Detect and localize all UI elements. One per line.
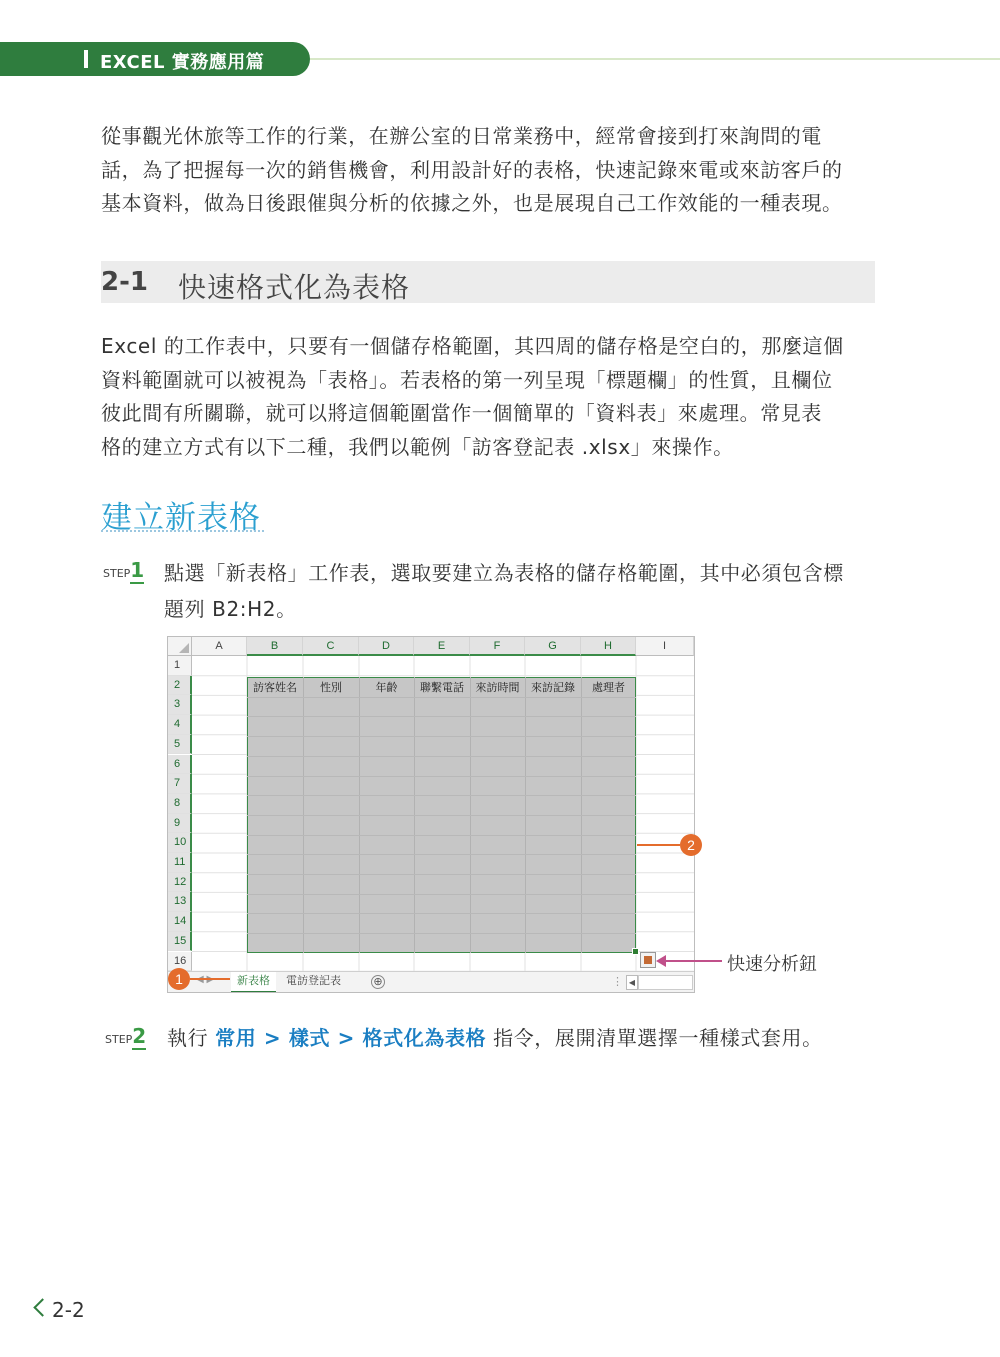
column-header-e[interactable]: E [414, 637, 470, 656]
step2-post: 指令，展開清單選擇一種樣式套用。 [486, 1026, 823, 1050]
row-header-15[interactable]: 15 [168, 932, 192, 952]
step1-line: 點選「新表格」工作表，選取要建立為表格的儲存格範圍，其中必須包含標 [164, 561, 844, 585]
chapter-header [0, 42, 310, 76]
table-header-cell[interactable]: 來訪時間 [475, 682, 520, 694]
section-title: 快速格式化為表格 [178, 271, 411, 304]
row-header-1[interactable]: 1 [168, 656, 192, 676]
row-header-6[interactable]: 6 [168, 755, 192, 775]
section-heading [101, 261, 875, 303]
header-rule [310, 58, 1000, 60]
intro-line: 從事觀光休旅等工作的行業，在辦公室的日常業務中，經常會接到打來詢問的電 [101, 124, 822, 148]
row-header-4[interactable]: 4 [168, 715, 192, 735]
callout-2-badge: 2 [680, 834, 702, 856]
selection-row-divider [247, 795, 636, 796]
row-header-12[interactable]: 12 [168, 873, 192, 893]
row-header-11[interactable]: 11 [168, 853, 192, 873]
step2-pre: 執行 [167, 1026, 216, 1050]
callout-qa-line [664, 960, 722, 962]
sheet-tab-bar [168, 971, 694, 993]
selection-row-divider [247, 756, 636, 757]
callout-1-line [190, 978, 230, 980]
select-all-corner[interactable] [168, 637, 192, 656]
chapter-title: EXCEL 實務應用篇 [100, 52, 265, 73]
column-header-c[interactable]: C [303, 637, 359, 656]
row-header-3[interactable]: 3 [168, 695, 192, 715]
scroll-left-icon[interactable]: ◀ [626, 975, 638, 990]
column-header-b[interactable]: B [247, 637, 303, 656]
section-line: 彼此間有所關聯，就可以將這個範圍當作一個簡單的「資料表」來處理。常見表 [101, 401, 822, 425]
step1-text [164, 555, 884, 627]
column-header-a[interactable]: A [192, 637, 247, 656]
table-header-cell[interactable]: 聯繫電話 [420, 682, 464, 694]
step2-number: 2 [132, 1024, 147, 1048]
callout-1-badge: 1 [168, 968, 190, 990]
header-divider [84, 50, 88, 68]
column-header-h[interactable]: H [581, 637, 636, 656]
step2-text [167, 1020, 887, 1056]
column-header-d[interactable]: D [359, 637, 414, 656]
selection-row-divider [247, 874, 636, 875]
row-header-8[interactable]: 8 [168, 794, 192, 814]
quick-analysis-icon[interactable] [640, 952, 656, 968]
table-header-cell[interactable]: 年齡 [375, 682, 398, 694]
column-header-g[interactable]: G [525, 637, 581, 656]
column-header-f[interactable]: F [470, 637, 525, 656]
selection-row-divider [247, 815, 636, 816]
tab-phone-log[interactable]: 電訪登記表 [286, 975, 341, 987]
selection-row-divider [247, 716, 636, 717]
subheading: 建立新表格 [101, 500, 261, 536]
page-number: 2-2 [52, 1298, 85, 1322]
section-paragraph [101, 330, 881, 464]
step1-number: 1 [130, 558, 145, 582]
row-header-10[interactable]: 10 [168, 833, 192, 853]
step1-line: 題列 B2:H2。 [164, 597, 297, 621]
step1-label [103, 558, 144, 582]
row-header-16[interactable]: 16 [168, 952, 192, 972]
quick-analysis-label: 快速分析鈕 [727, 954, 817, 975]
scroll-split-icon[interactable]: ⋮ [612, 976, 623, 988]
row-header-13[interactable]: 13 [168, 892, 192, 912]
excel-sheet [167, 636, 695, 993]
row-header-7[interactable]: 7 [168, 774, 192, 794]
section-line: Excel 的工作表中，只要有一個儲存格範圍，其四周的儲存格是空白的，那麼這個 [101, 334, 844, 358]
table-header-cell[interactable]: 來訪記錄 [531, 682, 575, 694]
row-header-14[interactable]: 14 [168, 912, 192, 932]
add-sheet-icon[interactable]: ⊕ [371, 975, 385, 989]
row-header-9[interactable]: 9 [168, 814, 192, 834]
step2-label [105, 1024, 146, 1048]
table-header-cell[interactable]: 性別 [320, 682, 342, 694]
fill-handle[interactable] [632, 948, 639, 955]
selection-row-divider [247, 835, 636, 836]
intro-line: 話，為了把握每一次的銷售機會，利用設計好的表格，快速記錄來電或來訪客戶的 [101, 157, 843, 182]
table-header-cell[interactable]: 處理者 [592, 682, 625, 694]
subheading-underline [101, 530, 264, 532]
intro-paragraph [101, 120, 881, 221]
row-header-2[interactable]: 2 [168, 676, 192, 696]
tab-new-table[interactable]: 新表格 [231, 972, 276, 993]
selection-row-divider [247, 933, 636, 934]
step2-word: STEP [105, 1033, 133, 1046]
section-line: 格的建立方式有以下二種，我們以範例「訪客登記表 .xlsx」來操作。 [101, 434, 734, 459]
callout-2-line [637, 844, 680, 846]
step2-command: 常用 > 樣式 > 格式化為表格 [215, 1026, 487, 1050]
column-header-i[interactable]: I [636, 637, 694, 656]
table-header-cell[interactable]: 訪客姓名 [253, 682, 297, 694]
step1-word: STEP [103, 567, 131, 580]
horizontal-scrollbar[interactable] [638, 975, 693, 990]
selection-row-divider [247, 776, 636, 777]
section-line: 資料範圍就可以被視為「表格」。若表格的第一列呈現「標題欄」的性質，且欄位 [101, 367, 833, 392]
row-header-5[interactable]: 5 [168, 735, 192, 755]
selection-row-divider [247, 894, 636, 895]
page-chevron-icon [33, 1298, 51, 1316]
selection-row-divider [247, 697, 636, 698]
select-all-icon [179, 643, 189, 653]
section-number: 2-1 [101, 267, 148, 297]
selection-row-divider [247, 854, 636, 855]
selection-row-divider [247, 913, 636, 914]
intro-line: 基本資料，做為日後跟催與分析的依據之外，也是展現自己工作效能的一種表現。 [101, 191, 843, 215]
selection-row-divider [247, 736, 636, 737]
